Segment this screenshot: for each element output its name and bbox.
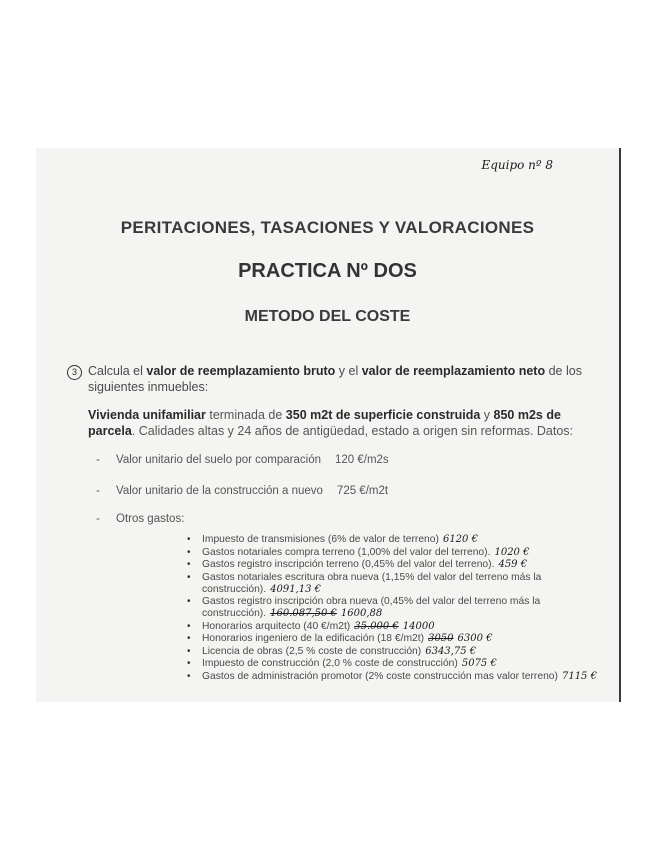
document-page (36, 148, 621, 702)
cost-text: Impuesto de transmisiones (6% de valor de terreno) (202, 534, 439, 545)
document-title: PERITACIONES, TASACIONES Y VALORACIONES (120, 218, 535, 237)
cost-text: Gastos notariales escritura obra nueva (1,15% del valor del terreno más la construcción). (202, 571, 542, 595)
handwritten-amount: 1020 € (494, 546, 530, 558)
list-item (186, 596, 626, 620)
data-value: 120 €/m2s (334, 454, 389, 466)
property-bold-2: 350 m2t de superficie construida (285, 408, 481, 422)
handwritten-amount: 5075 € (461, 658, 497, 669)
question-text-2: y el (335, 364, 362, 378)
list-item (186, 671, 626, 683)
handwritten-amount: 14000 (402, 620, 435, 632)
property-text-3: . Calidades altas y 24 años de antigüedad, estado a origen sin reformas. Datos: (131, 424, 574, 438)
cost-text: Gastos registro inscripción obra nueva (0,45% del valor del terreno más la construcción). (202, 596, 541, 619)
cost-text: Gastos de administración promotor (2% coste construcción mas valor terreno) (202, 670, 558, 682)
list-item (186, 658, 626, 670)
data-label: Valor unitario de la construcción a nuevo (116, 485, 323, 497)
cost-text: Honorarios ingeniero de la edificación (18 €/m2t) (202, 633, 425, 644)
data-label: Valor unitario del suelo por comparación (116, 454, 321, 466)
data-value: 725 €/m2t (336, 485, 389, 497)
cost-text: Gastos notariales compra terreno (1,00% del valor del terreno). (202, 546, 491, 558)
data-label: Otros gastos: (116, 513, 185, 525)
handwritten-amount: 6120 € (442, 534, 478, 545)
data-item-construction-value: - Valor unitario de la construcción a nuevo 725 €/m2t (96, 485, 389, 497)
question-bold-1: valor de reemplazamiento bruto (146, 364, 336, 378)
question-number-circle: 3 (67, 365, 82, 380)
handwritten-amount: 7115 € (561, 670, 597, 682)
handwritten-amount: 459 € (498, 559, 528, 570)
crossed-out-amount: 160.087,50 € (270, 608, 337, 619)
property-bold-3: 850 m2s de parcela (88, 408, 561, 438)
list-item (186, 559, 626, 571)
property-bold-1: Vivienda unifamiliar (88, 408, 206, 422)
crossed-out-amount: 3050 (428, 633, 454, 644)
handwritten-amount: 6300 € (457, 633, 493, 644)
practice-subtitle: PRACTICA Nº DOS (238, 260, 417, 282)
list-item (186, 621, 626, 633)
list-item (186, 633, 626, 645)
question-bold-2: valor de reemplazamiento neto (361, 364, 546, 378)
handwritten-amount: 4091,13 € (270, 583, 322, 595)
list-item (186, 547, 626, 559)
question-statement (88, 363, 588, 395)
property-text-1: terminada de (205, 408, 286, 422)
cost-text: Gastos registro inscripción terreno (0,45% del valor del terreno). (202, 559, 495, 570)
data-item-other-costs: - Otros gastos: (96, 513, 185, 525)
list-item (186, 646, 626, 658)
team-number-note: Equipo nº 8 (481, 158, 553, 172)
other-costs-list (186, 534, 626, 683)
crossed-out-amount: 35.000 € (354, 620, 399, 632)
question-text-3: de los siguientes inmuebles: (88, 364, 582, 394)
cost-text: Licencia de obras (2,5 % coste de construcción) (202, 645, 422, 657)
list-item (186, 572, 626, 596)
section-heading: METODO DEL COSTE (244, 308, 411, 325)
cost-text: Honorarios arquitecto (40 €/m2t) (202, 620, 351, 632)
list-item (186, 534, 626, 546)
data-item-land-value: - Valor unitario del suelo por comparación 120 €/m2s (96, 454, 389, 466)
handwritten-amount: 6343,75 € (425, 645, 477, 657)
property-description (88, 407, 608, 439)
handwritten-amount: 1600,88 (340, 608, 383, 619)
property-text-2: y (480, 408, 494, 422)
cost-text: Impuesto de construcción (2,0 % coste de construcción) (202, 658, 458, 669)
question-text-1: Calcula el (88, 364, 147, 378)
